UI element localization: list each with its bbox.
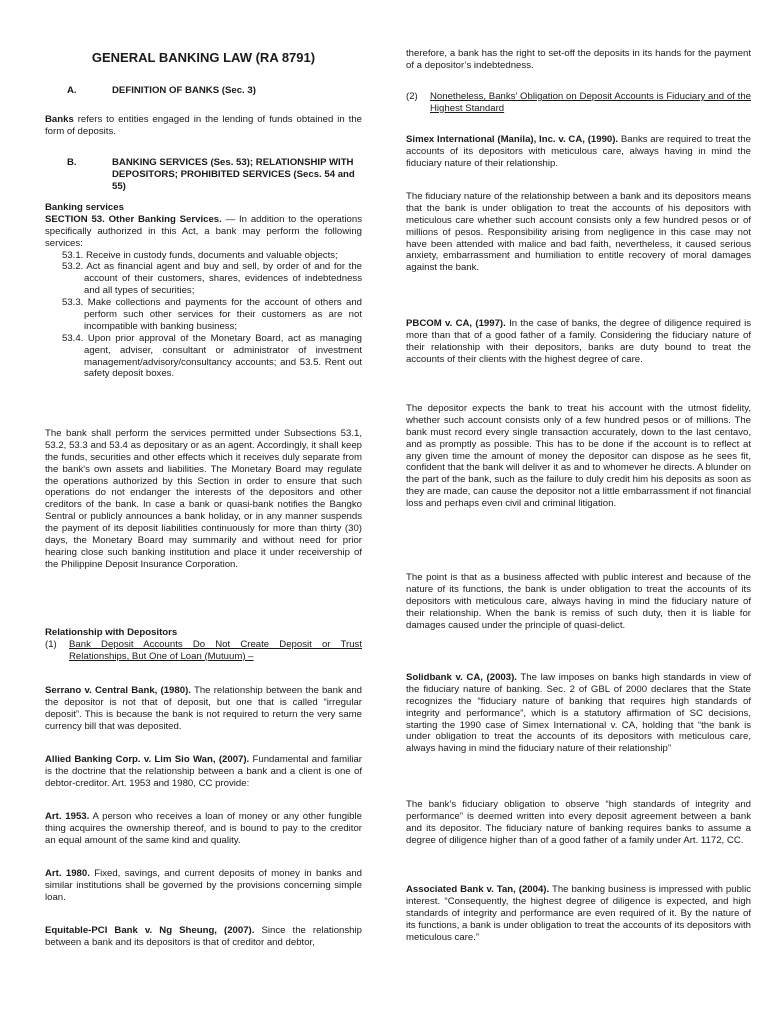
case-name: Equitable-PCI Bank v. Ng Sheung, (2007).: [45, 925, 255, 936]
case-name: Simex International (Manila), Inc. v. CA, (1990).: [406, 134, 619, 145]
continuation-paragraph: therefore, a bank has the right to set-off the deposits in its hands for the payment of a depositor’s indebtedness.: [406, 48, 751, 71]
article-text: A person who receives a loan of money or any other fungible thing acquires the ownership thereof, and is bound to pay to the creditor an equal amount of the same kind and quality.: [45, 811, 362, 846]
section-b-heading: [67, 157, 362, 193]
case-text: Banks are required to treat the accounts of its depositors with meticulous care, always having in mind the fiduciary nature of their relationship.: [406, 134, 751, 169]
section-53-subitems: [45, 250, 362, 381]
solidbank-paragraph: [406, 672, 751, 755]
bank-fiduciary-paragraph: The bank’s fiduciary obligation to observe “high standards of integrity and performance” is deemed written into every deposit agreement between a bank and its depositor. The fiduciary nature of banking requires banks to assume a degree of diligence higher than of a good father of a family under Art. 1172, CC.: [406, 799, 751, 846]
case-text: The law imposes on banks high standards in view of the fiduciary nature of banking. Sec. 2 of GBL of 2000 declares that the State recognizes the “fiduciary nature of banking that requires high standards of integrity and performance”, which is a statutory affirmation of SC decisions, starting the 1990 case of Simex International v. CA, holding that “the bank is under obligation to treat the accounts of its depositors with meticulous care, always having in mind the fiduciary nature of their relationship”: [406, 672, 752, 755]
banks-definition: [45, 114, 362, 138]
subitem: 53.1. Receive in custody funds, documents and valuable objects;: [62, 249, 338, 261]
subitem: 53.2. Act as financial agent and buy and sell, by order of and for the account of their customers, shares, evidences of indebtedness and all types of securities;: [62, 261, 362, 297]
section-53-intro-text: — In addition to the operations specifically authorized in this Act, a bank may perform the following services:: [45, 213, 362, 249]
case-text: Since the relationship between a bank and its depositors is that of creditor and debtor,: [45, 925, 362, 948]
section-b-label: B.: [67, 157, 77, 168]
relationship-heading: Relationship with Depositors: [45, 627, 178, 638]
equitable-paragraph: [45, 925, 362, 949]
subitem: 53.4. Upon prior approval of the Monetary Board, act as managing agent, adviser, consultant or administrator of investment management/advisory/consultancy accounts; and 53.5. Rent out safety deposit boxes.: [62, 332, 362, 380]
item-2-number: (2): [406, 91, 418, 102]
case-text: In the case of banks, the degree of diligence required is more than that of a good father of a family. Considering the fiduciary nature of their relationship with their depositors, banks are duty bound to treat the accounts of their clients with the highest degree of care.: [406, 318, 751, 365]
item-2-text: Nonetheless, Banks’ Obligation on Deposit Accounts is Fiduciary and of the Highest Standard: [430, 91, 751, 114]
section-a-heading: [67, 85, 362, 97]
section-b-text: BANKING SERVICES (Ses. 53); RELATIONSHIP WITH DEPOSITORS; PROHIBITED SERVICES (Secs. 54 and 55): [112, 157, 355, 192]
associated-paragraph: [406, 884, 751, 943]
bank-shall-paragraph: The bank shall perform the services permitted under Subsections 53.1, 53.2, 53.3 and 53.4 as depositary or as an agent. Accordingly, it shall keep the funds, securities and other effects which it receives duly separate from the bank's own assets and liabilities. The Monetary Board may regulate the operations authorized by this Section in order to ensure that such operations do not endanger the interests of the depositors and other creditors of the bank. In case a bank or quasi-bank notifies the Bangko Sentral or publicly announces a bank holiday, or in any manner suspends the payment of its deposit liabilities continuously for more than thirty (30) days, the Monetary Board may summarily and without need for prior hearing close such banking institution and place it under receivership of the Philippine Deposit Insurance Corporation.: [45, 428, 362, 570]
art-1953-paragraph: [45, 811, 362, 847]
document-title: GENERAL BANKING LAW (RA 8791): [91, 50, 316, 65]
depositor-paragraph: The depositor expects the bank to treat his account with the utmost fidelity, whether such account consists only of a few hundred pesos or of millions. The bank must record every single transaction accurately, down to the last centavo, and as promptly as possible. This has to be done if the account is to reflect at any given time the amount of money the depositor can dispose as he sees fit, confident that the bank will deliver it as and to whomever he directs. A blunder on the part of the bank, such as the failure to duly credit him his deposits as soon as they are made, can cause the depositor not a little embarrassment if not financial loss and perhaps even civil and criminal litigation.: [406, 403, 751, 510]
case-name: Solidbank v. CA, (2003).: [406, 672, 517, 683]
subitem: 53.3. Make collections and payments for the account of others and perform such other services for their customers as are not incompatible with banking business;: [62, 297, 362, 332]
serrano-paragraph: [45, 685, 362, 733]
relationship-item-1: [45, 639, 362, 663]
banks-definition-text: refers to entities engaged in the lending of funds obtained in the form of deposits.: [45, 114, 362, 137]
banking-services: [45, 202, 362, 380]
article-label: Art. 1953.: [45, 811, 90, 822]
section-53-heading: SECTION 53. Other Banking Services.: [45, 213, 222, 225]
article-text: Fixed, savings, and current deposits of money in banks and similar institutions shall be governed by the provisions concerning simple loan.: [45, 868, 362, 903]
case-name: Allied Banking Corp. v. Lim Sio Wan, (2007).: [45, 754, 250, 765]
pbcom-paragraph: [406, 318, 751, 366]
relationship-item-2: [406, 91, 751, 115]
item-1-number: (1): [45, 638, 57, 650]
case-text: The relationship between the bank and the depositor is not that of deposit, but one that is called “irregular deposit”. This is because the bank is not required to return the very same currency bill that was deposited.: [45, 685, 362, 732]
banking-services-heading: Banking services: [45, 202, 124, 213]
allied-paragraph: [45, 754, 362, 790]
section-a-text: DEFINITION OF BANKS (Sec. 3): [112, 85, 256, 96]
case-name: Associated Bank v. Tan, (2004).: [406, 884, 550, 895]
section-53-intro: [45, 214, 362, 250]
section-a-label: A.: [67, 85, 77, 96]
point-paragraph: The point is that as a business affected with public interest and because of the nature of its functions, the bank is under obligation to treat the accounts of its depositors with meticulous care, always having in mind the fiduciary nature of their relationship. When the bank is remiss of such duty, then it is liable for damages caused under the principle of quasi-delict.: [406, 572, 751, 631]
case-name: Serrano v. Central Bank, (1980).: [45, 685, 191, 696]
item-1-text: Bank Deposit Accounts Do Not Create Deposit or Trust Relationships, But One of Loan (Mutuum) –: [69, 638, 362, 662]
case-name: PBCOM v. CA, (1997).: [406, 318, 506, 329]
fiduciary-paragraph: The fiduciary nature of the relationship between a bank and its depositors means that the bank is under obligation to treat the accounts of his depositors with meticulous care whether such account consists only a few hundred pesos or of millions of pesos. Responsibility arising from negligence in this case may not have been attended with malice and bad faith, nevertheless, it caused serious anxiety, embarrassment and humiliation to entitle recovery of moral damages against the bank.: [406, 191, 751, 274]
article-label: Art. 1980.: [45, 868, 90, 879]
art-1980-paragraph: [45, 868, 362, 904]
banks-term: Banks: [45, 114, 74, 125]
case-text: Fundamental and familiar is the doctrine that the relationship between a bank and a client is one of debtor-creditor. Art. 1953 and 1980, CC provide:: [45, 754, 363, 789]
simex-paragraph: [406, 134, 751, 170]
case-text: The banking business is impressed with public interest. “Consequently, the highest degree of diligence is expected, and high standards of integrity and performance are even required of it. By the nature of its functions, a bank is under obligation to treat the accounts of its depositors with meticulous care.”: [406, 884, 751, 943]
relationship-section: [45, 627, 362, 663]
